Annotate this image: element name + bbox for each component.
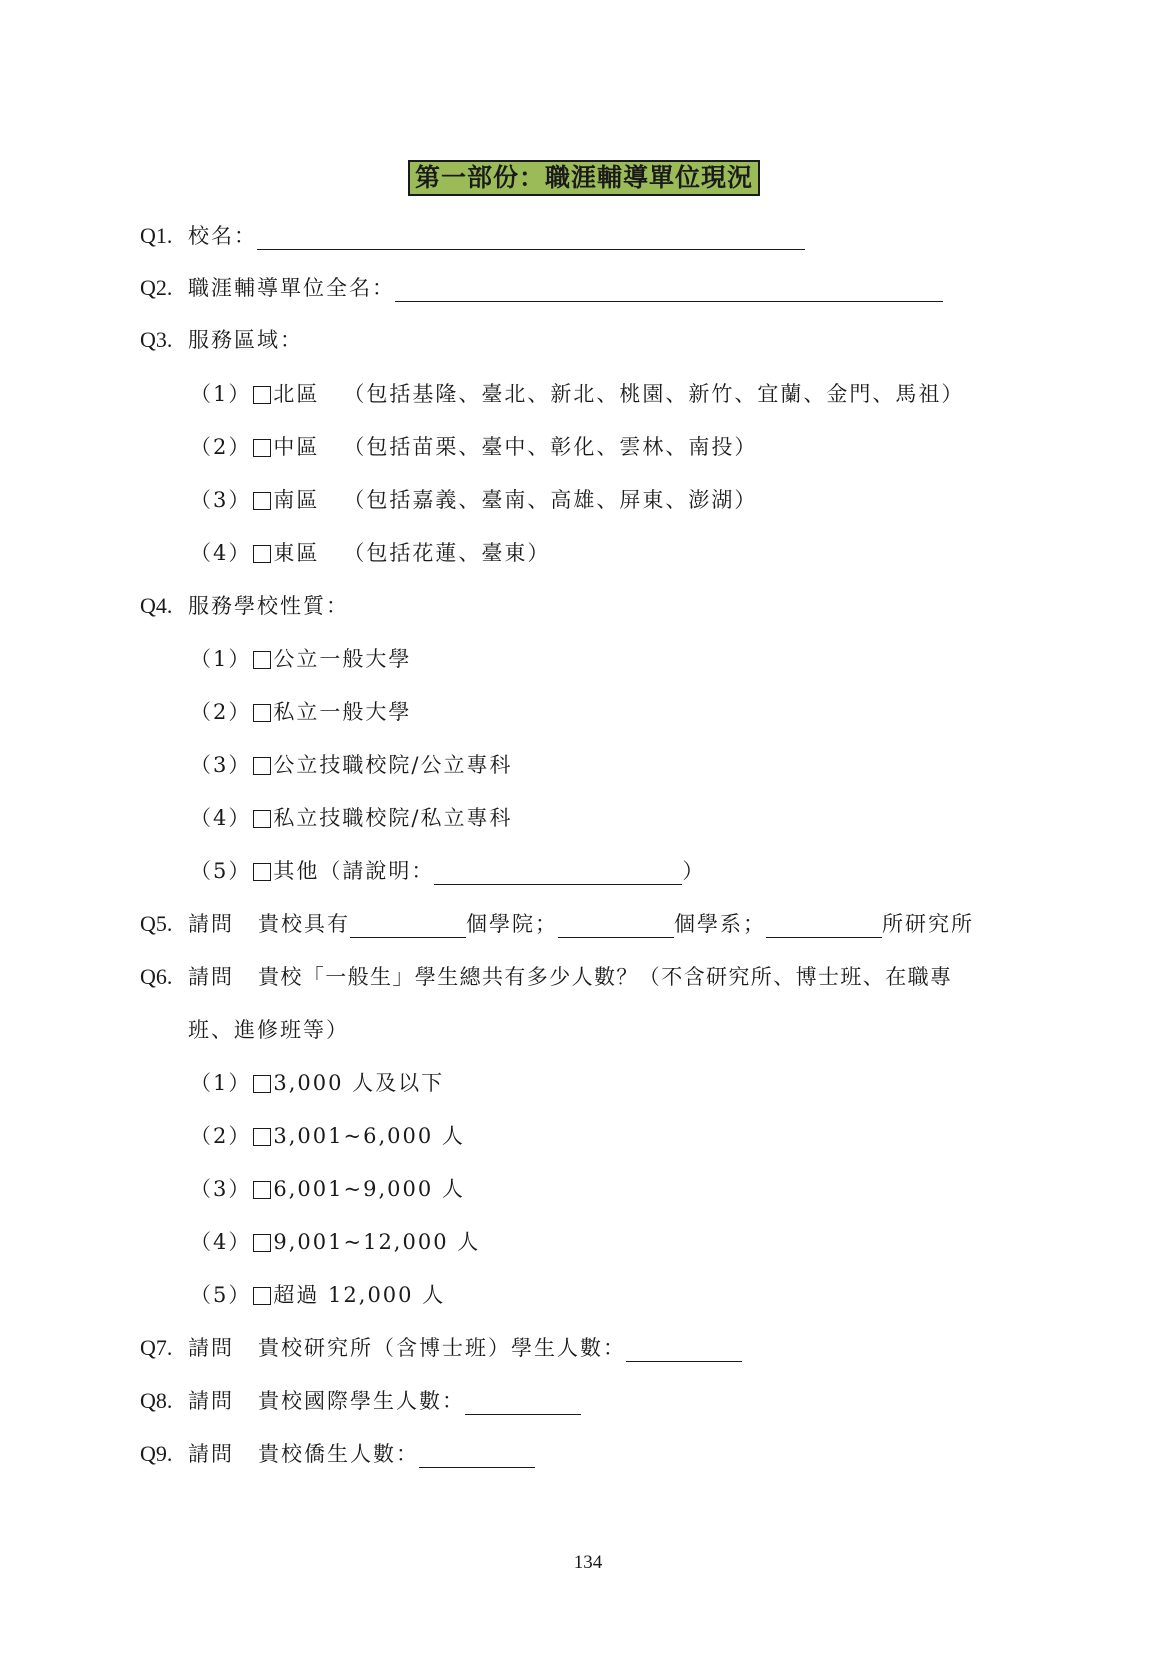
option-index: （3） — [190, 753, 252, 777]
q6-option-1 — [190, 1069, 444, 1097]
checkbox[interactable] — [253, 704, 271, 722]
q3-label: 服務區域： — [188, 328, 303, 352]
option-index: （2） — [190, 1124, 252, 1148]
q8-number: Q8. — [140, 1388, 173, 1413]
option-note: （包括苗栗、臺中、彰化、雲林、南投） — [343, 435, 758, 459]
option-index: （4） — [190, 541, 252, 565]
option-index: （4） — [190, 1230, 252, 1254]
q8-prefix: 請問 — [188, 1389, 234, 1413]
q5-part-institute: 所研究所 — [882, 912, 974, 936]
q2-row — [140, 274, 943, 302]
q3-option-3 — [190, 486, 757, 514]
option-index: （2） — [190, 700, 252, 724]
q2-unit-name-field[interactable] — [395, 279, 943, 302]
option-label: 私立技職校院/私立專科 — [273, 806, 513, 830]
checkbox[interactable] — [253, 439, 271, 457]
other-description-field[interactable] — [434, 862, 682, 885]
option-label: 3,001~6,000 人 — [273, 1124, 465, 1148]
option-index: （1） — [190, 382, 252, 406]
q3-option-4 — [190, 539, 550, 567]
q4-row — [140, 592, 349, 620]
q2-number: Q2. — [140, 275, 173, 300]
option-note: （包括花蓮、臺東） — [343, 541, 551, 565]
q5-prefix: 請問 — [188, 912, 234, 936]
option-label: 北區 — [273, 382, 320, 406]
option-note: （包括嘉義、臺南、高雄、屏東、澎湖） — [343, 488, 758, 512]
q2-label: 職涯輔導單位全名： — [188, 276, 395, 300]
checkbox[interactable] — [253, 492, 271, 510]
checkbox[interactable] — [253, 1234, 271, 1252]
q6-option-2 — [190, 1122, 465, 1150]
option-index: （4） — [190, 806, 252, 830]
q4-option-3 — [190, 751, 512, 779]
option-index: （2） — [190, 435, 252, 459]
checkbox[interactable] — [253, 651, 271, 669]
q6-row — [140, 963, 952, 991]
q1-school-name-field[interactable] — [257, 227, 805, 250]
option-index: （5） — [190, 859, 252, 883]
option-index: （3） — [190, 1177, 252, 1201]
q6-number: Q6. — [140, 964, 173, 989]
checkbox[interactable] — [253, 1287, 271, 1305]
q6-row-continued — [188, 1016, 349, 1044]
q5-row — [140, 910, 974, 938]
option-label: 東區 — [273, 541, 320, 565]
option-index: （1） — [190, 1071, 252, 1095]
graduate-count-field[interactable] — [626, 1339, 742, 1362]
q5-text: 貴校具有 — [258, 912, 350, 936]
option-label: 中區 — [273, 435, 320, 459]
checkbox[interactable] — [253, 810, 271, 828]
college-count-field[interactable] — [350, 915, 466, 938]
q3-option-2 — [190, 433, 757, 461]
checkbox[interactable] — [253, 1181, 271, 1199]
page-number: 134 — [573, 1552, 603, 1573]
option-index: （5） — [190, 1283, 252, 1307]
q9-row — [140, 1440, 535, 1468]
option-label: 公立一般大學 — [273, 647, 412, 671]
q4-option-1 — [190, 645, 411, 673]
option-label: 3,000 人及以下 — [273, 1071, 445, 1095]
q8-row — [140, 1387, 581, 1415]
q6-text-continued: 班、進修班等） — [188, 1018, 349, 1042]
q7-prefix: 請問 — [188, 1336, 234, 1360]
option-label: 私立一般大學 — [273, 700, 412, 724]
option-label: 6,001~9,000 人 — [273, 1177, 465, 1201]
international-count-field[interactable] — [465, 1392, 581, 1415]
q9-prefix: 請問 — [188, 1442, 234, 1466]
q7-number: Q7. — [140, 1335, 173, 1360]
checkbox[interactable] — [253, 545, 271, 563]
option-index: （1） — [190, 647, 252, 671]
overseas-chinese-count-field[interactable] — [419, 1445, 535, 1468]
q6-option-5 — [190, 1281, 445, 1309]
q3-option-1 — [190, 380, 964, 408]
q8-text: 貴校國際學生人數： — [258, 1389, 465, 1413]
q3-number: Q3. — [140, 327, 173, 352]
q5-part-department: 個學系； — [674, 912, 766, 936]
option-label: 9,001~12,000 人 — [273, 1230, 481, 1254]
option-label: 南區 — [273, 488, 320, 512]
q4-option-2 — [190, 698, 411, 726]
q4-option-5 — [190, 857, 705, 885]
q3-row — [140, 326, 303, 354]
institute-count-field[interactable] — [766, 915, 882, 938]
checkbox[interactable] — [253, 386, 271, 404]
section-title: 第一部份：職涯輔導單位現況 — [408, 160, 760, 196]
option-note: （包括基隆、臺北、新北、桃園、新竹、宜蘭、金門、馬祖） — [343, 382, 965, 406]
checkbox[interactable] — [253, 1075, 271, 1093]
q6-option-4 — [190, 1228, 480, 1256]
q4-option-4 — [190, 804, 512, 832]
q7-row — [140, 1334, 742, 1362]
q6-text: 貴校「一般生」學生總共有多少人數？（不含研究所、博士班、在職專 — [258, 965, 953, 989]
q1-row — [140, 222, 805, 250]
q9-text: 貴校僑生人數： — [258, 1442, 419, 1466]
q9-number: Q9. — [140, 1441, 173, 1466]
q5-number: Q5. — [140, 911, 173, 936]
q6-prefix: 請問 — [188, 965, 234, 989]
q4-label: 服務學校性質： — [188, 594, 349, 618]
option-label: 超過 12,000 人 — [273, 1283, 446, 1307]
option-suffix: ） — [682, 859, 706, 883]
option-label: 公立技職校院/公立專科 — [273, 753, 513, 777]
q4-number: Q4. — [140, 593, 173, 618]
checkbox[interactable] — [253, 863, 271, 881]
department-count-field[interactable] — [558, 915, 674, 938]
checkbox[interactable] — [253, 1128, 271, 1146]
option-index: （3） — [190, 488, 252, 512]
option-label: 其他（請說明： — [273, 859, 435, 883]
checkbox[interactable] — [253, 757, 271, 775]
q1-label: 校名： — [188, 224, 257, 248]
q1-number: Q1. — [140, 223, 173, 248]
q5-part-college: 個學院； — [466, 912, 558, 936]
q7-text: 貴校研究所（含博士班）學生人數： — [258, 1336, 626, 1360]
q6-option-3 — [190, 1175, 465, 1203]
